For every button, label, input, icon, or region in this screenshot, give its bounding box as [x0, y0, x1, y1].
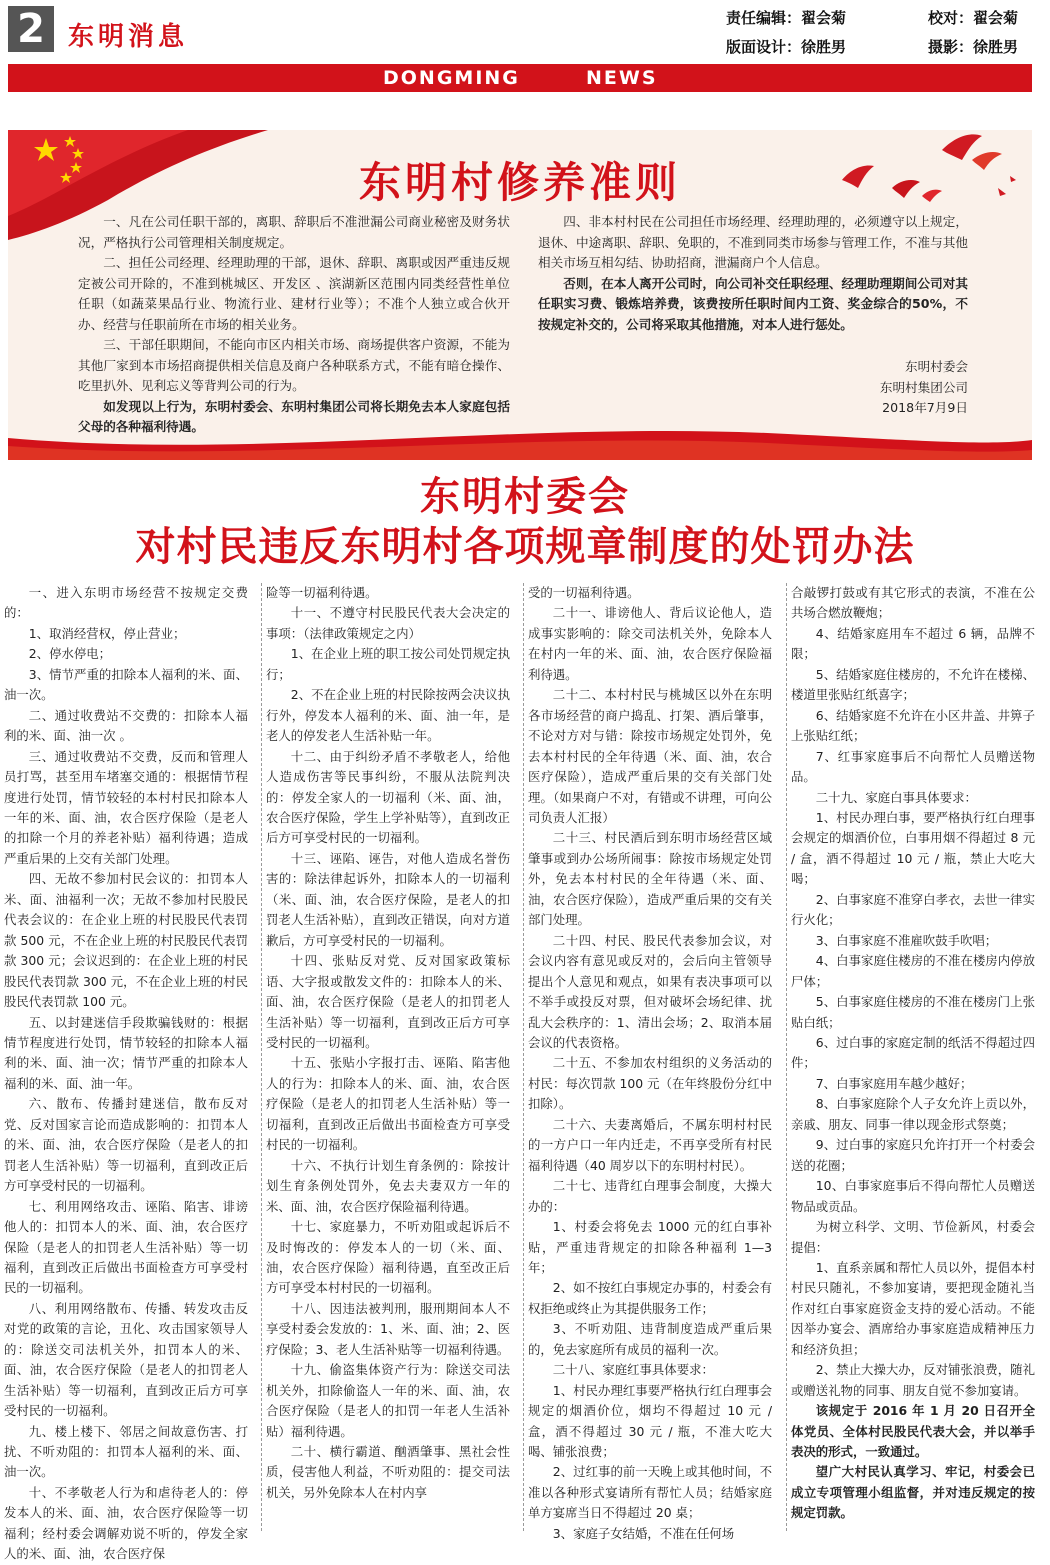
penalty-paragraph: 二十、横行霸道、酗酒肇事、黑社会性质，侵害他人利益，不听劝阻的：提交司法机关，另外免除本人在村内享	[266, 1444, 510, 1500]
rules-paragraph: 三、干部任职期间，不能向市区内相关市场、商场提供客户资源，不能为其他厂家到本市场招商提供相关信息及商户各种联系方式，不能有暗仓操作、吃里扒外、见利忘义等背判公司的行为。	[78, 337, 510, 393]
penalty-paragraph: 二、通过收费站不交费的：扣除本人福利的米、面、油一次 。	[4, 707, 248, 744]
sign-committee: 东明村委会	[905, 359, 968, 374]
layout-credit: 版面设计：徐胜男	[726, 38, 847, 56]
penalty-paragraph: 二十八、家庭红事具体要求：	[552, 1362, 714, 1378]
penalty-paragraph: 一、进入东明市场经营不按规定交费的：	[4, 585, 248, 621]
penalty-paragraph: 2、过红事的前一天晚上或其他时间，不准以各种形式宴请所有帮忙人员；结婚家庭单方宴席当日不得超过 20 桌；	[528, 1464, 772, 1521]
penalty-paragraph: 7、红事家庭事后不向帮忙人员赠送物品。	[791, 748, 1035, 785]
penalty-paragraph: 二十六、夫妻离婚后，不属东明村村民的一方户口一年内迁走，不再享受所有村民福利待遇（40 周岁以下的东明村村民）。	[528, 1116, 772, 1173]
english-banner	[8, 64, 1032, 92]
penalty-paragraph: 2、如不按红白事规定办事的，村委会有权拒绝或终止为其提供服务工作；	[528, 1280, 772, 1316]
rules-signature	[538, 357, 968, 419]
rules-warning: 如发现以上行为，东明村委会、东明村集团公司将长期免去本人家庭包括父母的各种福利待遇。	[78, 398, 510, 434]
penalty-paragraph: 二十三、村民酒后到东明市场经营区域肇事或到办公场所闹事：除按市场规定处罚外，免去本村村民的全年待遇（米、面、油，农合医疗保险），造成严重后果的交有关部门处理。	[528, 830, 772, 928]
penalty-paragraph: 七、利用网络攻击、诬陷、陷害、诽谤他人的：扣罚本人的米、面、油，农合医疗保险（是老人的扣罚老人生活补贴）等一切福利，直到改正后做出书面检查方可享受村民的一切福利。	[4, 1198, 248, 1296]
rules-penalty-note: 否则，在本人离开公司时，向公司补交任职经理、经理助理期间公司对其任职实习费、锻炼培养费，该费按所任职时间内工资、奖金综合的50%，不按规定补交的，公司将采取其他措施，对本人进行惩处。	[538, 275, 968, 332]
credits-right	[928, 4, 1018, 62]
penalty-column-3	[528, 583, 772, 1544]
penalty-title	[0, 472, 1050, 572]
penalty-paragraph: 3、家庭子女结婚，不准在任何场	[552, 1525, 735, 1541]
penalty-paragraph: 十三、诬陷、诬告，对他人造成名誉伤害的：除法律起诉外，扣除本人的一切福利（米、面、油，农合医疗保险，是老人的扣罚老人生活补贴），直到改正错误，向对方道歉后，方可享受村民的一切福利。	[266, 850, 510, 948]
penalty-paragraph: 险等一切福利待遇。	[266, 585, 378, 600]
penalty-paragraph: 4、结婚家庭用车不超过 6 辆，品牌不限；	[791, 625, 1035, 662]
brand-title: 东明消息	[68, 22, 189, 52]
penalty-paragraph: 四、无故不参加村民会议的：扣罚本人米、面、油福利一次；无故不参加村民股民代表会议的：在企业上班的村民股民代表罚款 500 元，不在企业上班的村民股民代表罚款 300 元；会议迟到的：在企业上班的村民股民代表罚款 300 元，不在企业上班的村民股民代表罚款 100 元。	[4, 871, 248, 1010]
penalty-paragraph: 5、结婚家庭住楼房的，不允许在楼梯、楼道里张贴红纸喜字；	[791, 666, 1035, 703]
penalty-paragraph: 八、利用网络散布、传播、转发攻击反对党的政策的言论，丑化、攻击国家领导人的：除送交司法机关外，扣罚本人的米、面、油，农合医疗保险（是老人的扣罚老人生活补贴）等一切福利，直到改正后方可享受村民的一切福利。	[4, 1300, 248, 1419]
penalty-column-2	[266, 583, 510, 1503]
penalty-paragraph: 二十一、诽谤他人、背后议论他人，造成事实影响的：除交司法机关外，免除本人在村内一年的米、面、油，农合医疗保险福利待遇。	[528, 605, 772, 682]
penalty-paragraph: 1、取消经营权，停止营业；	[28, 625, 186, 641]
penalty-paragraph: 1、村委会将免去 1000 元的红白事补贴，严重违背规定的扣除各种福利 1—3 年；	[528, 1219, 772, 1275]
penalty-paragraph: 九、楼上楼下、邻居之间故意伤害、打扰、不听劝阻的：扣罚本人福利的米、面、油一次。	[4, 1423, 248, 1480]
masthead	[0, 0, 1050, 62]
penalty-paragraph: 9、过白事的家庭只允许打开一个村委会送的花圈；	[791, 1137, 1035, 1173]
penalty-paragraph: 10、白事家庭事后不得向帮忙人员赠送物品或贡品。	[791, 1178, 1035, 1214]
penalty-paragraph: 2、停水停电；	[28, 646, 112, 662]
editor-credit: 责任编辑：翟会菊	[726, 9, 847, 27]
penalty-paragraph: 十九、偷盗集体资产行为：除送交司法机关外，扣除偷盗人一年的米、面、油，农合医疗保险（是老人的扣罚一年老人生活补贴）福利待遇。	[266, 1362, 510, 1439]
penalty-paragraph: 十二、由于纠纷矛盾不孝敬老人，给他人造成伤害等民事纠纷，不服从法院判决的：停发全家人的一切福利（米、面、油，农合医疗保险，学生上学补贴等），直到改正后方可享受村民的一切福利。	[266, 748, 510, 846]
penalty-paragraph: 受的一切福利待遇。	[528, 585, 640, 600]
penalty-paragraph: 合敲锣打鼓或有其它形式的表演，不准在公共场合燃放鞭炮；	[791, 585, 1035, 621]
rules-paragraph: 四、非本村村民在公司担任市场经理、经理助理的，必须遵守以上规定，退休、中途离职、辞职、免职的，不准到同类市场参与管理工作，不准与其他相关市场互相勾结、协助招商，泄漏商户个人信息。	[538, 214, 968, 270]
penalty-paragraph: 为树立科学、文明、节俭新风，村委会提倡：	[791, 1219, 1035, 1255]
penalty-paragraph: 十四、张贴反对党、反对国家政策标语、大字报或散发文件的：扣除本人的米、面、油，农合医疗保险（是老人的扣罚老人生活补贴）等一切福利，直到改正后方可享受村民的一切福利。	[266, 953, 510, 1050]
penalty-column-4	[791, 583, 1035, 1524]
proofreader-credit: 校对：翟会菊	[928, 9, 1019, 27]
penalty-paragraph: 5、白事家庭住楼房的不准在楼房门上张贴白纸；	[791, 994, 1035, 1030]
penalty-body	[4, 583, 1044, 1562]
penalty-title-line1: 东明村委会	[420, 473, 630, 520]
penalty-paragraph: 二十二、本村村民与桃城区以外在东明各市场经营的商户捣乱、打架、酒后肇事，不论对方对与错：除按市场规定处罚外，免去本村村民的全年待遇（米、面、油，农合医疗保险），造成严重后果的交有关部门处理。（如果商户不对，有错或不讲理，可向公司负责人汇报）	[528, 687, 772, 825]
penalty-paragraph: 2、不在企业上班的村民除按两会决议执行外，停发本人福利的米、面、油一年，是老人的停发老人生活补贴一年。	[266, 687, 510, 744]
rules-paragraph: 一、凡在公司任职干部的，离职、辞职后不准泄漏公司商业秘密及财务状况，严格执行公司管理相关制度规定。	[78, 214, 510, 250]
english-news: NEWS	[586, 67, 658, 89]
penalty-paragraph: 3、不听劝阻、违背制度造成严重后果的，免去家庭所有成员的福利一次。	[528, 1321, 772, 1357]
penalty-paragraph: 1、村民办理红事要严格执行红白理事会规定的烟酒价位，烟均不得超过 10 元 / 盒，酒不得超过 30 元 / 瓶，不准大吃大喝、铺张浪费；	[528, 1382, 772, 1460]
penalty-paragraph: 2、禁止大操大办，反对铺张浪费，随礼或赠送礼物的同事、朋友自觉不参加宴请。	[791, 1362, 1035, 1398]
sign-date: 2018年7月9日	[882, 400, 968, 415]
penalty-paragraph: 五、以封建迷信手段欺骗钱财的：根据情节程度进行处罚，情节较轻的扣除本人福利的米、面、油一次；情节严重的扣除本人福利的米、面、油一年。	[4, 1014, 248, 1091]
rules-panel	[8, 130, 1032, 460]
penalty-title-line2: 对村民违反东明村各项规章制度的处罚办法	[135, 523, 915, 570]
penalty-paragraph: 二十九、家庭白事具体要求：	[815, 789, 977, 805]
penalty-paragraph: 8、白事家庭除个人子女允许上贡以外，亲戚、朋友、同事一律以现金形式祭奠；	[791, 1096, 1035, 1132]
rules-right-column	[538, 212, 968, 419]
penalty-paragraph: 望广大村民认真学习、牢记，村委会已成立专项管理小组监督，并对违反规定的按规定罚款。	[791, 1464, 1035, 1521]
english-dongming: DONGMING	[383, 67, 520, 89]
penalty-paragraph: 十七、家庭暴力，不听劝阻或起诉后不及时悔改的：停发本人的一切（米、面、油，农合医疗保险）福利待遇，直至改正后方可享受本村村民的一切福利。	[266, 1219, 510, 1296]
penalty-paragraph: 1、直系亲属和帮忙人员以外，提倡本村村民只随礼，不参加宴请，要把现金随礼当作对红白事家庭资金支持的爱心活动。不能因举办宴会、酒席给办事家庭造成精神压力和经济负担；	[791, 1259, 1035, 1357]
penalty-paragraph: 6、过白事的家庭定制的纸活不得超过四件；	[791, 1034, 1035, 1071]
penalty-paragraph: 3、情节严重的扣除本人福利的米、面、油一次。	[4, 666, 248, 703]
photo-credit: 摄影：徐胜男	[928, 38, 1019, 56]
penalty-paragraph: 2、白事家庭不准穿白孝衣，去世一律实行火化；	[791, 891, 1035, 928]
penalty-paragraph: 1、村民办理白事，要严格执行红白理事会规定的烟酒价位，白事用烟不得超过 8 元 / 盒，酒不得超过 10 元 / 瓶，禁止大吃大喝；	[791, 809, 1035, 887]
penalty-paragraph: 十、不孝敬老人行为和虐待老人的：停发本人的米、面、油，农合医疗保险等一切福利；经村委会调解劝说不听的，停发全家人的米、面、油，农合医疗保	[4, 1484, 248, 1562]
rules-title: 东明村修养准则	[358, 158, 681, 207]
penalty-paragraph: 二十五、不参加农村组织的义务活动的村民：每次罚款 100 元（在年终股份分红中扣除）。	[528, 1055, 772, 1112]
penalty-paragraph: 6、结婚家庭不允许在小区井盖、井箅子上张贴红纸；	[791, 707, 1035, 744]
penalty-paragraph: 六、散布、传播封建迷信，散布反对党、反对国家言论而造成影响的：扣罚本人的米、面、油，农合医疗保险（是老人的扣罚老人生活补贴）等一切福利，直到改正后方可享受村民的一切福利。	[4, 1096, 248, 1194]
penalty-paragraph: 十一、不遵守村民股民代表大会决定的事项：（法律政策规定之内）	[266, 605, 510, 641]
penalty-paragraph: 二十四、村民、股民代表参加会议，对会议内容有意见或反对的，会后向主管领导提出个人意见和观点，如果有表决事项可以不举手或投反对票，但对破坏会场纪律、扰乱大会秩序的：1、清出会场；2、取消本届会议的代表资格。	[528, 932, 772, 1050]
penalty-paragraph: 该规定于 2016 年 1 月 20 日召开全体党员、全体村民股民代表大会，并以举手表决的形式，一致通过。	[791, 1403, 1035, 1460]
penalty-paragraph: 十六、不执行计划生育条例的：除按计划生育条例处罚外，免去夫妻双方一年的米、面、油，农合医疗保险福利待遇。	[266, 1157, 510, 1214]
penalty-paragraph: 4、白事家庭住楼房的不准在楼房内停放尸体；	[791, 953, 1035, 989]
penalty-paragraph: 二十七、违背红白理事会制度，大操大办的：	[528, 1178, 772, 1214]
rules-paragraph: 二、担任公司经理、经理助理的干部，退休、辞职、离职或因严重违反规定被公司开除的，不准到桃城区、开发区 、滨湖新区范围内同类经营性单位任职（如蔬菜果品行业、物流行业、建材行业等）；不准个人独立或合伙开办、经营与任职前所在市场的相关业务。	[78, 255, 510, 332]
penalty-paragraph: 7、白事家庭用车越少越好；	[815, 1075, 973, 1091]
penalty-paragraph: 三、通过收费站不交费，反而和管理人员打骂，甚至用车堵塞交通的：根据情节程度进行处罚，情节较轻的本村村民扣除本人一年的米、面、油，农合医疗保险（是老人的扣除一个月的养老补贴）福利待遇；造成严重后果的上交有关部门处理。	[4, 748, 248, 866]
penalty-column-1	[4, 583, 248, 1565]
sign-company: 东明村集团公司	[879, 379, 968, 395]
page-number: 2	[8, 6, 54, 52]
penalty-paragraph: 1、在企业上班的职工按公司处罚规定执行；	[266, 646, 510, 682]
credits-left	[726, 4, 846, 62]
penalty-paragraph: 3、白事家庭不准雇吹鼓手吹唱；	[815, 932, 998, 948]
penalty-paragraph: 十五、张贴小字报打击、诬陷、陷害他人的行为：扣除本人的米、面、油，农合医疗保险（是老人的扣罚老人生活补贴）等一切福利，直到改正后做出书面检查方可享受村民的一切福利。	[266, 1055, 510, 1153]
rules-left-column	[78, 212, 510, 438]
penalty-paragraph: 十八、因违法被判刑，服刑期间本人不享受村委会发放的：1、米、面、油；2、医疗保险；3、老人生活补贴等一切福利待遇。	[266, 1300, 510, 1357]
